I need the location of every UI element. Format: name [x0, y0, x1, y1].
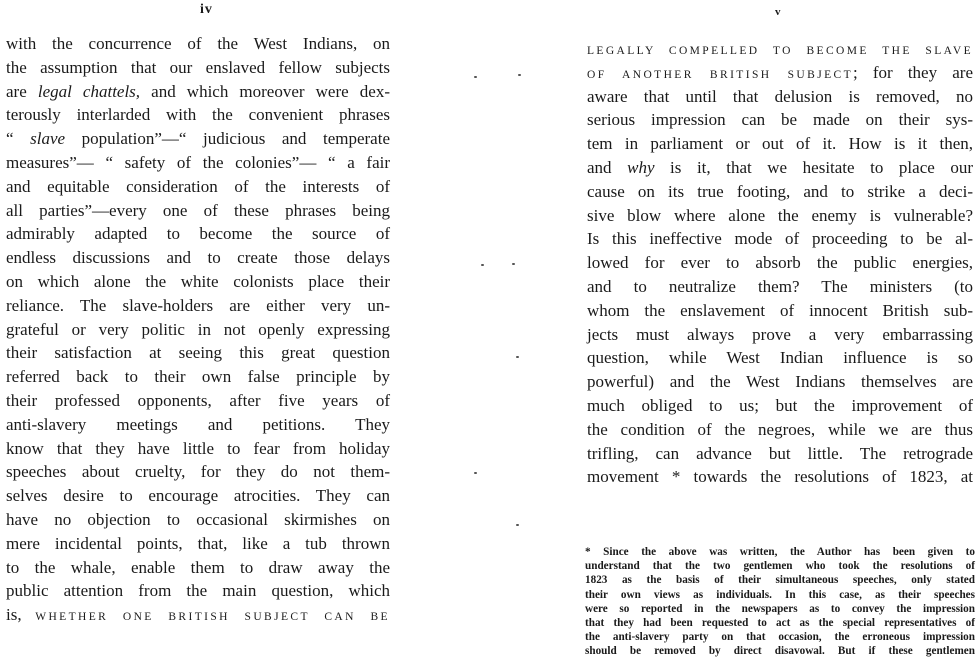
text-line: Is this ineffective mode of proceeding to be al-	[587, 229, 973, 249]
small-caps-text: WHETHER ONE BRITISH SUBJECT CAN BE	[35, 611, 390, 624]
text-line: should be removed by direct disavowal. But if these gentlemen	[585, 645, 975, 658]
text-line: their satisfaction at seeing this great question	[6, 343, 390, 363]
text-line: aware that until that delusion is removed, no	[587, 86, 973, 106]
body-text	[587, 37, 973, 489]
text-line: trifling, can advance but little. The retrograde	[587, 443, 973, 463]
text-line	[6, 127, 390, 151]
text-line: have no objection to occasional skirmishes on	[6, 509, 390, 529]
text-line	[587, 156, 973, 180]
text-line: were so reported in the newspapers as to convey the impression	[585, 602, 975, 615]
scan-speck	[516, 356, 519, 358]
text-line: powerful) and the West Indians themselves are	[587, 372, 973, 392]
text-line: on which alone the white colonists place their	[6, 271, 390, 291]
text-line: and equitable consideration of the interests of	[6, 176, 390, 196]
body-text	[6, 32, 390, 627]
text-line: * Since the above was written, the Author has been given to	[585, 546, 975, 558]
text-segment: are	[6, 81, 38, 101]
text-line: their own views as individuals. In this case, as their speeches	[585, 588, 975, 601]
text-segment: is it, that we hesitate to place our	[654, 157, 974, 177]
text-line: understand that the two gentlemen who took the resolutions of	[585, 560, 975, 573]
text-line: that they had been requested to act as the special representatives of	[585, 616, 975, 629]
italic-text: slave	[30, 129, 66, 149]
text-line: question, while West Indian influence is so	[587, 348, 973, 368]
text-line: endless discussions and to create those delays	[6, 248, 390, 268]
text-line: serious impression can be made on their sys-	[587, 110, 973, 130]
page-number: iv	[200, 2, 213, 17]
scan-speck	[474, 76, 477, 78]
text-line: sive blow where alone the enemy is vulnerable?	[587, 205, 973, 225]
text-line: with the concurrence of the West Indians, on	[6, 34, 390, 53]
text-line: to the whale, enable them to draw away the	[6, 557, 390, 577]
text-line: tem in parliament or out of it. How is it then,	[587, 134, 973, 154]
text-line: cause on its true footing, and to strike a deci-	[587, 181, 973, 201]
text-segment: and	[587, 157, 628, 177]
text-line: the condition of the negroes, while we are thus	[587, 419, 973, 439]
scan-speck	[512, 263, 515, 265]
footnote	[585, 545, 975, 659]
scan-speck	[474, 472, 477, 474]
text-line: whom the enslavement of innocent British sub-	[587, 300, 973, 320]
text-line: all parties”—every one of these phrases being	[6, 200, 390, 220]
text-line: grateful or very politic in not openly expressing	[6, 319, 390, 339]
small-caps-text: LEGALLY COMPELLED TO BECOME THE SLAVE	[587, 45, 973, 57]
text-line: referred back to their own false principle by	[6, 367, 390, 387]
text-line: know that they have little to fear from holiday	[6, 438, 390, 458]
text-line: measures”— “ safety of the colonies”— “ a fair	[6, 152, 390, 172]
text-line: lowed for ever to absorb the public energies,	[587, 253, 973, 273]
text-segment: is,	[6, 605, 36, 625]
text-line: much obliged to us; but the improvement of	[587, 395, 973, 415]
text-line: reliance. The slave-holders are either very un-	[6, 295, 390, 315]
text-segment: “	[6, 129, 31, 149]
text-segment: ; for they are	[853, 62, 973, 82]
scan-speck	[518, 74, 521, 76]
text-line: movement * towards the resolutions of 1823, at	[587, 467, 973, 487]
text-line: public attention from the main question, which	[6, 581, 390, 601]
text-line: 1823 as the basis of their simultaneous speeches, only stated	[585, 574, 975, 587]
small-caps-text: OF ANOTHER BRITISH SUBJECT	[587, 68, 853, 81]
text-line: terously interlarded with the convenient phrases	[6, 105, 390, 125]
text-line: selves desire to encourage atrocities. They can	[6, 486, 390, 506]
text-line: mere incidental points, that, like a tub thrown	[6, 533, 390, 553]
text-line	[587, 61, 973, 85]
scan-speck	[516, 524, 519, 526]
scan-speck	[481, 264, 484, 266]
italic-text: legal chattels,	[37, 81, 141, 101]
text-line: the assumption that our enslaved fellow subjects	[6, 57, 390, 77]
text-segment: population”—“ judicious and temperate	[65, 129, 390, 149]
text-line: and to neutralize them? The ministers (to	[587, 276, 973, 296]
text-line: jects must always prove a very embarrassing	[587, 324, 973, 344]
italic-text: why	[627, 157, 655, 177]
text-line: their professed opponents, after five years of	[6, 390, 390, 410]
text-line: admirably adapted to become the source of	[6, 224, 390, 244]
text-segment: and which moreover were dex-	[140, 81, 390, 101]
text-line: the anti-slavery party on that occasion, the erroneous impression	[585, 631, 975, 644]
text-line: speeches about cruelty, for they do not them-	[6, 462, 390, 482]
text-line	[6, 80, 390, 104]
page-number: v	[775, 6, 782, 18]
text-line	[587, 37, 973, 61]
text-line	[6, 603, 390, 627]
text-line: anti-slavery meetings and petitions. They	[6, 414, 390, 434]
